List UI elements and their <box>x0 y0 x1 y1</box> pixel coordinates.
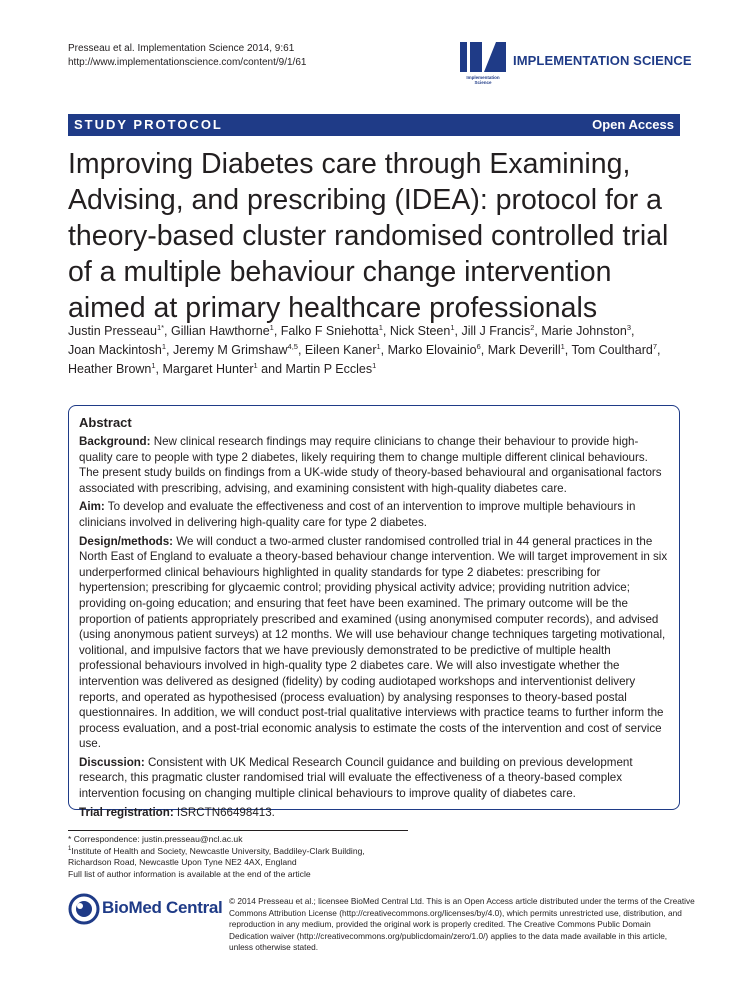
abstract-heading: Abstract <box>79 415 132 430</box>
citation-line: Presseau et al. Implementation Science 2014, 9:61 <box>68 43 295 54</box>
author-affiliation: 1 <box>376 341 381 351</box>
affiliation-line: Richardson Road, Newcastle Upon Tyne NE2 4AX, England <box>68 857 297 868</box>
author-line: Justin Presseau$^{1*}$, Gillian Hawthorne$^1$, Falko F Sniehotta$^1$, Nick Steen$^1$, Jill J Francis$^2$, Marie Johnston$^3$, <box>68 322 635 338</box>
section-label: Discussion: <box>79 755 145 769</box>
journal-logo-subtitle: Implementation Science <box>466 75 500 85</box>
article-type-banner <box>68 114 680 136</box>
author-affiliation: 3 <box>626 322 631 332</box>
author-affiliation: 1 <box>560 341 565 351</box>
section-text: We will conduct a two-armed cluster randomised controlled trial in 44 general practices in the North East of England to evaluate a theory-based behaviour change intervention. We will target improvement in six underperformed clinical behaviours highlighted in quality standards for type 2 diabetes: prescribing for hypertension; prescribing for glycaemic control; providing physical activity advice; providing nutrition advice; providing on-going education; and ensuring that feet have been examined. The primary outcome will be the proportion of patients appropriately prescribed and examined (using anonymised computer records), and advised (using anonymous patient surveys) at 12 months. We will use behaviour change techniques targeting motivational, volitional, and impulsive factors that we have previously demonstrated to be predictive of multiple health professional behaviours involved in high-quality type 2 diabetes care. We will also investigate whether the intervention was delivered as designed (fidelity) by coding audiotaped workshops and interventionist delivery reports, and operated as hypothesised (process evaluation) by analysing responses to theory-based postal questionnaires. In addition, we will conduct post-trial qualitative interviews with practice teams to further inform the process evaluation, and a post-trial economic analysis to estimate the costs of the intervention and cost of service use. <box>79 534 668 751</box>
abstract-background <box>79 434 669 496</box>
citation-header <box>68 42 306 70</box>
author-affiliation: 2 <box>530 322 535 332</box>
author-line: Heather Brown$^1$, Margaret Hunter$^1$ and Martin P Eccles$^1$ <box>68 360 377 376</box>
author-affiliation: 1 <box>269 322 274 332</box>
license-line: Dedication waiver (http://creativecommons.org/publicdomain/zero/1.0/) applies to the data made available in this article, <box>229 930 668 941</box>
publisher-name: BioMed Central <box>102 898 223 917</box>
author-affiliation: 7 <box>652 341 657 351</box>
license-line: unless otherwise stated. <box>229 942 319 953</box>
author-name: Joan Mackintosh <box>68 343 162 357</box>
abstract-discussion <box>79 755 669 802</box>
author-affiliation: 1 <box>253 360 258 370</box>
article-url-link[interactable]: http://www.implementationscience.com/content/9/1/61 <box>68 57 307 68</box>
license-line: reproduction in any medium, provided the original work is properly credited. The Creative Commons Public Domain <box>229 919 651 930</box>
section-label: Background: <box>79 435 151 448</box>
section-label: Design/methods: <box>79 534 174 548</box>
section-text: ISRCTN66498413. <box>173 805 275 819</box>
author-name: Justin Presseau <box>68 324 157 338</box>
article-type-label: STUDY PROTOCOL <box>74 117 223 132</box>
implementation-science-logo-icon <box>460 42 506 72</box>
author-info-note: Full list of author information is available at the end of the article <box>68 868 311 879</box>
author-name: Mark Deverill <box>487 343 561 357</box>
author-name: Martin P Eccles <box>285 362 373 376</box>
biomed-central-logo <box>68 893 223 927</box>
author-line: Joan Mackintosh$^1$, Jeremy M Grimshaw$^{4,5}$, Eileen Kaner$^1$, Marko Elovainio$^6$, Mark Deverill$^1$, Tom Coulthard$^7$, <box>68 341 661 357</box>
abstract-aim <box>79 499 669 530</box>
author-affiliation: 1 <box>372 360 377 370</box>
correspondence-email[interactable]: * Correspondence: justin.presseau@ncl.ac.uk <box>68 834 243 844</box>
author-name: Heather Brown <box>68 362 152 376</box>
open-access-label: Open Access <box>592 117 674 132</box>
section-label: Aim: <box>79 500 105 514</box>
license-line: Commons Attribution License (http://creativecommons.org/licenses/by/4.0), which permits unrestricted use, distribution, and <box>229 907 682 918</box>
license-line: © 2014 Presseau et al.; licensee BioMed Central Ltd. This is an Open Access article distributed under the terms of the Creative <box>229 896 695 906</box>
license-statement <box>229 896 695 954</box>
author-name: Gillian Hawthorne <box>170 324 270 338</box>
author-list <box>68 322 683 379</box>
author-affiliation: 1 <box>161 341 166 351</box>
section-text: New clinical research findings may require clinicians to change their behaviour to provide high-quality care to people with type 2 diabetes, likely requiring them to change multiple different clinical behaviours. The present study builds on findings from a UK-wide study of theory-based behavioural and organisational factors associated with prescribing, advising, and examining consistent with high-quality diabetes care. <box>79 435 662 495</box>
footnotes <box>68 830 408 880</box>
affiliation-mark: 1 <box>68 845 72 852</box>
abstract-box <box>68 405 680 819</box>
author-name: Tom Coulthard <box>571 343 653 357</box>
author-name: Eileen Kaner <box>304 343 377 357</box>
journal-logo <box>460 42 692 88</box>
section-text: Consistent with UK Medical Research Council guidance and building on previous development research, this pragmatic cluster randomised trial will evaluate the effectiveness of a theory-based complex intervention focusing on changing multiple clinical behaviours to improve quality of diabetes care. <box>79 755 633 801</box>
author-affiliation: 6 <box>476 341 481 351</box>
author-affiliation: 1 <box>450 322 455 332</box>
author-name: Falko F Sniehotta <box>280 324 379 338</box>
author-name: Marko Elovainio <box>387 343 477 357</box>
biomed-central-logo-icon <box>68 893 100 925</box>
affiliation-line <box>68 846 408 858</box>
abstract-design-methods <box>79 534 669 752</box>
affiliation-text: Institute of Health and Society, Newcastle University, Baddiley-Clark Building, <box>71 845 365 856</box>
section-text: To develop and evaluate the effectiveness and cost of an intervention to improve multiple behaviours in clinicians involved in delivering high-quality care for type 2 diabetes. <box>79 500 636 529</box>
author-affiliation: 1 <box>378 322 383 332</box>
author-name: Nick Steen <box>389 324 451 338</box>
author-affiliation: 1* <box>156 322 165 332</box>
author-affiliation: 4,5 <box>287 341 298 351</box>
author-name: Marie Johnston <box>541 324 627 338</box>
article-title: Improving Diabetes care through Examining, Advising, and prescribing (IDEA): protocol for a theory-based cluster randomised controlled trial of a multiple behaviour change intervention aimed at primary healthcare professionals <box>68 148 669 324</box>
author-name: Jill J Francis <box>461 324 531 338</box>
author-affiliation: 1 <box>151 360 156 370</box>
author-name: Jeremy M Grimshaw <box>172 343 288 357</box>
section-label: Trial registration: <box>79 805 174 819</box>
author-name: Margaret Hunter <box>162 362 254 376</box>
journal-name: IMPLEMENTATION SCIENCE <box>513 53 692 68</box>
abstract-trial-registration <box>79 805 669 821</box>
